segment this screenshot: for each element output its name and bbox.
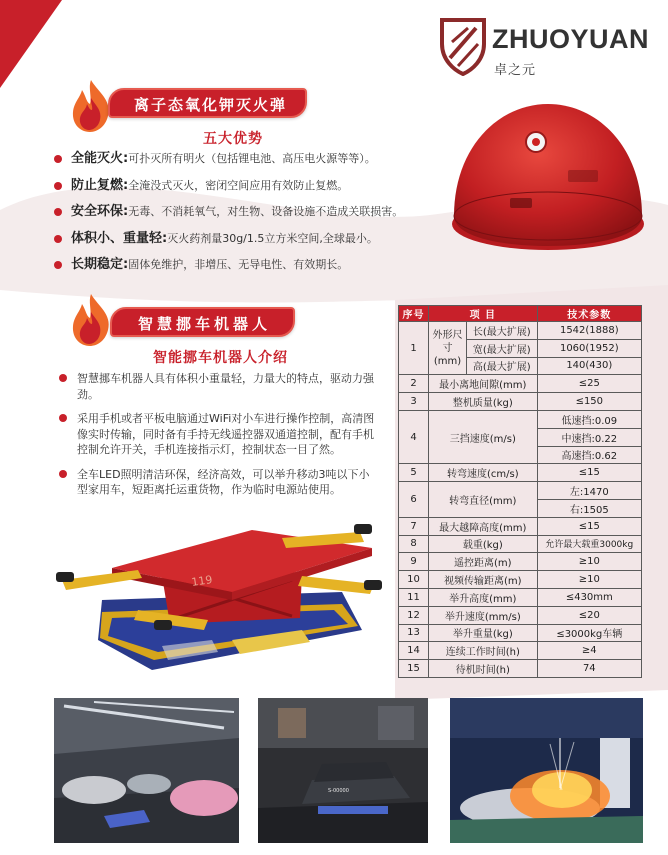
robot-intro-list — [59, 371, 379, 507]
cell-item: 举升速度(mm/s) — [429, 606, 538, 624]
advantage-desc: 灭火药剂量30g/1.5立方米空间,全球最小。 — [167, 231, 378, 245]
cell-value: ≥10 — [537, 571, 641, 589]
robot-title-header — [110, 307, 295, 337]
bullet-icon — [54, 182, 62, 190]
table-row — [399, 642, 642, 660]
flame-icon — [68, 292, 114, 348]
cell-value: ≤15 — [537, 464, 641, 482]
list-item — [54, 151, 434, 178]
cell-no: 5 — [399, 464, 429, 482]
list-item — [54, 257, 434, 284]
list-item — [59, 467, 379, 498]
cell-value: 1542(1888) — [537, 322, 641, 340]
cell-no: 12 — [399, 606, 429, 624]
bullet-icon — [59, 470, 67, 478]
corner-red-shape — [0, 0, 62, 88]
intro-text: 采用手机或者平板电脑通过WiFi对小车进行操作控制，高清图像实时传输，同时备有手持无线遥控器双通道控制，配有手机控制允许开关，手机连接指示灯，控制状态一目了然。 — [77, 412, 375, 456]
table-row — [399, 588, 642, 606]
extinguisher-product-image — [448, 98, 648, 258]
cell-dim-label: 外形尺寸(mm) — [429, 322, 467, 375]
col-header-item: 项 目 — [429, 306, 538, 322]
advantage-title: 体积小、重量轻: — [71, 230, 168, 246]
col-header-value: 技术参数 — [537, 306, 641, 322]
bullet-icon — [54, 155, 62, 163]
extinguisher-title-header — [108, 88, 307, 118]
advantage-title: 防止复燃: — [71, 177, 129, 193]
robot-subtitle: 智能挪车机器人介绍 — [153, 350, 288, 366]
list-item — [59, 411, 379, 458]
cell-no: 10 — [399, 571, 429, 589]
cell-no: 2 — [399, 375, 429, 393]
cell-item: 举升重量(kg) — [429, 624, 538, 642]
cell-item: 待机时间(h) — [429, 660, 538, 678]
shield-logo-icon — [438, 14, 488, 76]
cell-value: ≤430mm — [537, 588, 641, 606]
advantages-list — [54, 151, 434, 284]
photo-car-fire — [450, 698, 643, 843]
cell-item: 高(最大扩展) — [467, 357, 538, 375]
table-row — [399, 571, 642, 589]
table-row — [399, 393, 642, 411]
cell-value: ≥10 — [537, 553, 641, 571]
table-row — [399, 624, 642, 642]
bullet-icon — [59, 374, 67, 382]
corner-side-text — [652, 792, 668, 842]
cell-value: ≥4 — [537, 642, 641, 660]
cell-no: 3 — [399, 393, 429, 411]
list-item — [54, 178, 434, 205]
cell-item: 最小离地间隙(mm) — [429, 375, 538, 393]
cell-no: 9 — [399, 553, 429, 571]
photo-garage-cars — [54, 698, 239, 843]
advantage-desc: 全淹没式灭火，密闭空间应用有效防止复燃。 — [128, 178, 349, 192]
cell-item: 连续工作时间(h) — [429, 642, 538, 660]
table-row — [399, 375, 642, 393]
cell-no: 6 — [399, 482, 429, 518]
cell-item: 宽(最大扩展) — [467, 339, 538, 357]
cell-value: ≤20 — [537, 606, 641, 624]
bullet-icon — [54, 261, 62, 269]
advantage-desc: 可扑灭所有明火（包括锂电池、高压电火源等等）。 — [128, 152, 376, 165]
table-header-row — [399, 306, 642, 322]
cell-value: 右:1505 — [537, 499, 641, 517]
cell-item: 整机质量(kg) — [429, 393, 538, 411]
extinguisher-subtitle: 五大优势 — [203, 131, 263, 147]
advantage-desc: 无毒、不消耗氧气，对生物、设备设施不造成关联损害。 — [128, 205, 404, 218]
bullet-icon — [54, 208, 62, 216]
cell-value: 1060(1952) — [537, 339, 641, 357]
list-item — [59, 371, 379, 402]
cell-no: 8 — [399, 535, 429, 553]
table-row — [399, 606, 642, 624]
cell-item: 长(最大扩展) — [467, 322, 538, 340]
col-header-no: 序号 — [399, 306, 429, 322]
cell-no: 15 — [399, 660, 429, 678]
cell-no: 7 — [399, 517, 429, 535]
cell-item: 举升高度(mm) — [429, 588, 538, 606]
table-row — [399, 553, 642, 571]
cell-value: ≤3000kg车辆 — [537, 624, 641, 642]
license-plate: S-00000 — [328, 788, 349, 794]
cell-value: 中速挡:0.22 — [537, 428, 641, 446]
cell-value: 74 — [537, 660, 641, 678]
advantage-desc: 固体免维护，非增压、无导电性、有效期长。 — [128, 258, 349, 271]
cell-item: 转弯速度(cm/s) — [429, 464, 538, 482]
cell-no: 4 — [399, 410, 429, 463]
list-item — [54, 204, 434, 231]
bullet-icon — [59, 414, 67, 422]
table-row — [399, 482, 642, 500]
cell-no: 14 — [399, 642, 429, 660]
brand-name-en: ZHUOYUAN — [492, 24, 649, 54]
table-row — [399, 410, 642, 428]
platform-label: 119 — [190, 573, 214, 589]
cell-item: 遥控距离(m) — [429, 553, 538, 571]
cell-no: 13 — [399, 624, 429, 642]
cell-value: 低速挡:0.09 — [537, 410, 641, 428]
cell-item: 最大越障高度(mm) — [429, 517, 538, 535]
cell-value: ≤15 — [537, 517, 641, 535]
intro-text: 智慧挪车机器人具有体积小重量轻，力量大的特点，驱动力强劲。 — [77, 372, 374, 401]
table-row — [399, 322, 642, 340]
cell-no: 11 — [399, 588, 429, 606]
robot-title: 智慧挪车机器人 — [110, 307, 295, 337]
table-row — [399, 517, 642, 535]
photo-parking-robot — [258, 698, 428, 843]
robot-product-image — [42, 520, 392, 685]
cell-no: 1 — [399, 322, 429, 375]
intro-text: 全车LED照明清洁环保，经济高效，可以举升移动3吨以下小型家用车，短距离托运重货物，作为临时电源站使用。 — [77, 467, 370, 496]
table-row — [399, 464, 642, 482]
advantage-title: 全能灭火: — [71, 151, 129, 166]
cell-value: 高速挡:0.62 — [537, 446, 641, 464]
extinguisher-title: 离子态氧化钾灭火弹 — [108, 88, 307, 118]
cell-value: ≤25 — [537, 375, 641, 393]
cell-value: 左:1470 — [537, 482, 641, 500]
advantage-title: 长期稳定: — [71, 257, 129, 272]
cell-item: 视频传输距离(m) — [429, 571, 538, 589]
cell-value: ≤150 — [537, 393, 641, 411]
brand-logo — [438, 14, 649, 80]
brand-name-cn: 卓之元 — [494, 63, 537, 78]
table-row — [399, 660, 642, 678]
cell-value: 允许最大载重3000kg — [537, 535, 641, 553]
cell-item: 载重(kg) — [429, 535, 538, 553]
table-row — [399, 535, 642, 553]
cell-value: 140(430) — [537, 357, 641, 375]
advantage-title: 安全环保: — [71, 204, 129, 219]
spec-table — [398, 305, 642, 678]
cell-item: 转弯直径(mm) — [429, 482, 538, 518]
list-item — [54, 231, 434, 258]
cell-item: 三挡速度(m/s) — [429, 410, 538, 463]
bullet-icon — [54, 235, 62, 243]
